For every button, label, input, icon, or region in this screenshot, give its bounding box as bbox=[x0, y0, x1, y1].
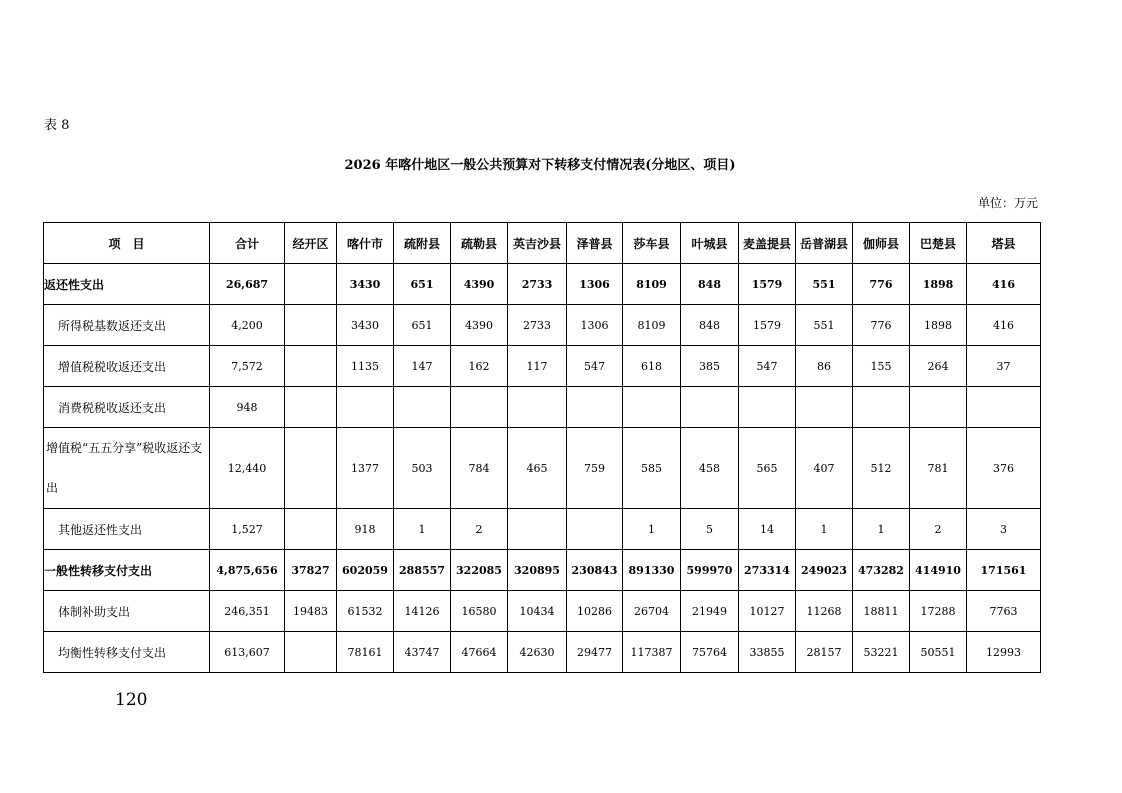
value-cell bbox=[394, 387, 451, 428]
table-row bbox=[44, 305, 1041, 346]
value-cell: 75764 bbox=[681, 632, 739, 673]
value-cell: 473282 bbox=[853, 550, 910, 591]
value-cell: 171561 bbox=[967, 550, 1041, 591]
value-cell: 155 bbox=[853, 346, 910, 387]
value-cell: 848 bbox=[681, 264, 739, 305]
value-cell: 1579 bbox=[739, 264, 796, 305]
value-cell: 21949 bbox=[681, 591, 739, 632]
unit-label: 单位：万元 bbox=[977, 196, 1038, 210]
value-cell: 43747 bbox=[394, 632, 451, 673]
value-cell: 416 bbox=[967, 305, 1041, 346]
value-cell: 1579 bbox=[739, 305, 796, 346]
value-cell: 512 bbox=[853, 428, 910, 509]
value-cell: 2733 bbox=[508, 264, 567, 305]
value-cell: 376 bbox=[967, 428, 1041, 509]
value-cell: 1 bbox=[853, 509, 910, 550]
value-cell: 613,607 bbox=[210, 632, 285, 673]
value-cell: 11268 bbox=[796, 591, 853, 632]
value-cell: 320895 bbox=[508, 550, 567, 591]
row-item-label: 消费税税收返还支出 bbox=[44, 387, 210, 428]
value-cell bbox=[285, 632, 337, 673]
value-cell: 416 bbox=[967, 264, 1041, 305]
value-cell: 1,527 bbox=[210, 509, 285, 550]
value-cell: 2733 bbox=[508, 305, 567, 346]
value-cell bbox=[285, 346, 337, 387]
column-header: 英吉沙县 bbox=[508, 223, 567, 264]
value-cell: 322085 bbox=[451, 550, 508, 591]
value-cell: 37 bbox=[967, 346, 1041, 387]
value-cell: 249023 bbox=[796, 550, 853, 591]
value-cell bbox=[285, 509, 337, 550]
value-cell: 948 bbox=[210, 387, 285, 428]
value-cell: 599970 bbox=[681, 550, 739, 591]
value-cell: 759 bbox=[567, 428, 623, 509]
value-cell: 414910 bbox=[910, 550, 967, 591]
value-cell bbox=[567, 509, 623, 550]
value-cell: 14 bbox=[739, 509, 796, 550]
value-cell: 918 bbox=[337, 509, 394, 550]
value-cell: 10286 bbox=[567, 591, 623, 632]
value-cell: 117387 bbox=[623, 632, 681, 673]
value-cell: 547 bbox=[567, 346, 623, 387]
value-cell: 1 bbox=[796, 509, 853, 550]
value-cell: 86 bbox=[796, 346, 853, 387]
column-header: 叶城县 bbox=[681, 223, 739, 264]
value-cell: 2 bbox=[910, 509, 967, 550]
value-cell: 264 bbox=[910, 346, 967, 387]
value-cell: 37827 bbox=[285, 550, 337, 591]
value-cell: 19483 bbox=[285, 591, 337, 632]
column-header: 经开区 bbox=[285, 223, 337, 264]
value-cell bbox=[623, 387, 681, 428]
column-header: 岳普湖县 bbox=[796, 223, 853, 264]
row-item-label: 一般性转移支付支出 bbox=[44, 550, 210, 591]
column-header: 疏勒县 bbox=[451, 223, 508, 264]
value-cell bbox=[739, 387, 796, 428]
value-cell: 162 bbox=[451, 346, 508, 387]
value-cell: 16580 bbox=[451, 591, 508, 632]
value-cell bbox=[910, 387, 967, 428]
value-cell bbox=[967, 387, 1041, 428]
value-cell bbox=[508, 387, 567, 428]
value-cell: 602059 bbox=[337, 550, 394, 591]
column-header: 疏附县 bbox=[394, 223, 451, 264]
value-cell: 18811 bbox=[853, 591, 910, 632]
value-cell bbox=[853, 387, 910, 428]
value-cell: 3 bbox=[967, 509, 1041, 550]
value-cell bbox=[508, 509, 567, 550]
value-cell bbox=[285, 264, 337, 305]
value-cell: 17288 bbox=[910, 591, 967, 632]
page-number: 120 bbox=[115, 690, 148, 710]
value-cell: 10127 bbox=[739, 591, 796, 632]
value-cell: 47664 bbox=[451, 632, 508, 673]
value-cell: 12,440 bbox=[210, 428, 285, 509]
row-item-label: 增值税税收返还支出 bbox=[44, 346, 210, 387]
value-cell: 12993 bbox=[967, 632, 1041, 673]
value-cell: 53221 bbox=[853, 632, 910, 673]
value-cell: 3430 bbox=[337, 305, 394, 346]
value-cell: 14126 bbox=[394, 591, 451, 632]
value-cell: 458 bbox=[681, 428, 739, 509]
value-cell: 147 bbox=[394, 346, 451, 387]
value-cell: 891330 bbox=[623, 550, 681, 591]
value-cell bbox=[567, 387, 623, 428]
table-row bbox=[44, 591, 1041, 632]
value-cell: 1306 bbox=[567, 305, 623, 346]
value-cell: 1377 bbox=[337, 428, 394, 509]
value-cell bbox=[681, 387, 739, 428]
value-cell: 28157 bbox=[796, 632, 853, 673]
value-cell: 3430 bbox=[337, 264, 394, 305]
row-item-label: 其他返还性支出 bbox=[44, 509, 210, 550]
table-row bbox=[44, 346, 1041, 387]
column-header: 喀什市 bbox=[337, 223, 394, 264]
value-cell: 7,572 bbox=[210, 346, 285, 387]
value-cell: 1 bbox=[623, 509, 681, 550]
column-header: 项 目 bbox=[44, 223, 210, 264]
table-row bbox=[44, 428, 1041, 509]
value-cell: 8109 bbox=[623, 264, 681, 305]
value-cell: 1135 bbox=[337, 346, 394, 387]
value-cell: 848 bbox=[681, 305, 739, 346]
value-cell: 565 bbox=[739, 428, 796, 509]
value-cell: 4390 bbox=[451, 305, 508, 346]
value-cell: 230843 bbox=[567, 550, 623, 591]
value-cell: 2 bbox=[451, 509, 508, 550]
value-cell: 503 bbox=[394, 428, 451, 509]
row-item-label: 所得税基数返还支出 bbox=[44, 305, 210, 346]
table-row bbox=[44, 509, 1041, 550]
value-cell: 1898 bbox=[910, 305, 967, 346]
table-row bbox=[44, 264, 1041, 305]
column-header: 合计 bbox=[210, 223, 285, 264]
value-cell: 585 bbox=[623, 428, 681, 509]
value-cell: 465 bbox=[508, 428, 567, 509]
table-row bbox=[44, 387, 1041, 428]
column-header: 泽普县 bbox=[567, 223, 623, 264]
value-cell: 26,687 bbox=[210, 264, 285, 305]
value-cell: 4390 bbox=[451, 264, 508, 305]
value-cell bbox=[337, 387, 394, 428]
value-cell: 8109 bbox=[623, 305, 681, 346]
value-cell: 50551 bbox=[910, 632, 967, 673]
value-cell: 61532 bbox=[337, 591, 394, 632]
value-cell bbox=[285, 428, 337, 509]
value-cell: 5 bbox=[681, 509, 739, 550]
value-cell: 651 bbox=[394, 305, 451, 346]
column-header: 巴楚县 bbox=[910, 223, 967, 264]
value-cell: 42630 bbox=[508, 632, 567, 673]
value-cell: 1898 bbox=[910, 264, 967, 305]
transfer-payment-table bbox=[43, 222, 1041, 673]
value-cell: 78161 bbox=[337, 632, 394, 673]
value-cell: 551 bbox=[796, 264, 853, 305]
column-header: 莎车县 bbox=[623, 223, 681, 264]
table-row bbox=[44, 632, 1041, 673]
value-cell: 288557 bbox=[394, 550, 451, 591]
value-cell: 385 bbox=[681, 346, 739, 387]
row-item-label: 增值税“五五分享”税收返还支出 bbox=[44, 428, 210, 509]
value-cell: 246,351 bbox=[210, 591, 285, 632]
value-cell: 26704 bbox=[623, 591, 681, 632]
value-cell: 784 bbox=[451, 428, 508, 509]
value-cell: 618 bbox=[623, 346, 681, 387]
column-header: 麦盖提县 bbox=[739, 223, 796, 264]
value-cell: 651 bbox=[394, 264, 451, 305]
value-cell: 273314 bbox=[739, 550, 796, 591]
row-item-label: 体制补助支出 bbox=[44, 591, 210, 632]
table-label: 表 8 bbox=[44, 118, 70, 133]
value-cell: 29477 bbox=[567, 632, 623, 673]
value-cell: 547 bbox=[739, 346, 796, 387]
column-header: 伽师县 bbox=[853, 223, 910, 264]
value-cell: 4,875,656 bbox=[210, 550, 285, 591]
table-body bbox=[44, 264, 1041, 673]
table-row bbox=[44, 550, 1041, 591]
value-cell: 776 bbox=[853, 264, 910, 305]
value-cell: 407 bbox=[796, 428, 853, 509]
value-cell: 33855 bbox=[739, 632, 796, 673]
value-cell: 781 bbox=[910, 428, 967, 509]
value-cell: 4,200 bbox=[210, 305, 285, 346]
value-cell: 7763 bbox=[967, 591, 1041, 632]
row-item-label: 返还性支出 bbox=[44, 264, 210, 305]
value-cell bbox=[285, 305, 337, 346]
value-cell: 1 bbox=[394, 509, 451, 550]
value-cell: 551 bbox=[796, 305, 853, 346]
value-cell: 117 bbox=[508, 346, 567, 387]
value-cell bbox=[451, 387, 508, 428]
value-cell: 776 bbox=[853, 305, 910, 346]
row-item-label: 均衡性转移支付支出 bbox=[44, 632, 210, 673]
table-header-row bbox=[44, 223, 1041, 264]
document-title: 2026 年喀什地区一般公共预算对下转移支付情况表(分地区、项目) bbox=[344, 158, 736, 173]
value-cell: 1306 bbox=[567, 264, 623, 305]
column-header: 塔县 bbox=[967, 223, 1041, 264]
value-cell bbox=[285, 387, 337, 428]
value-cell bbox=[796, 387, 853, 428]
value-cell: 10434 bbox=[508, 591, 567, 632]
